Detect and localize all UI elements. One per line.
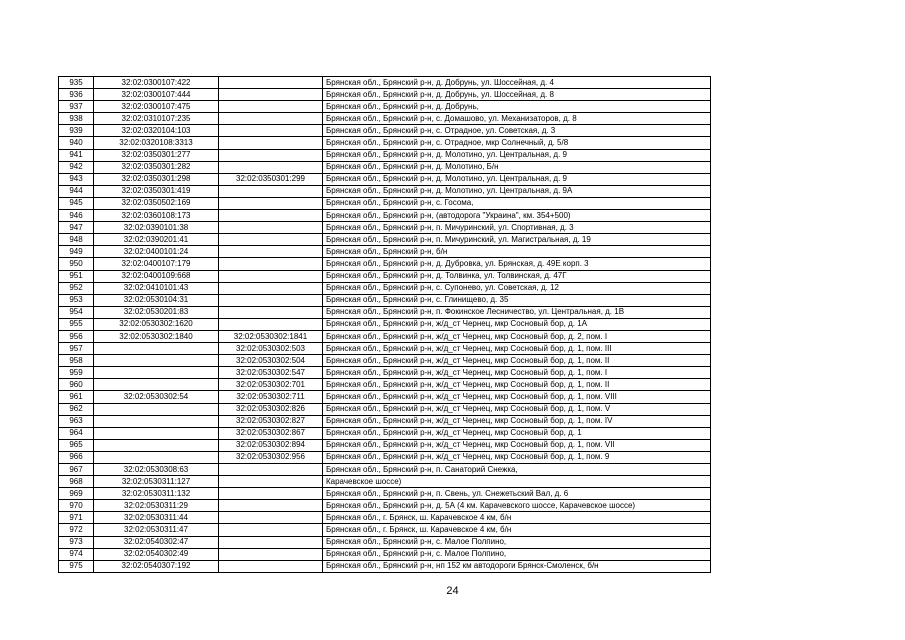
row-number-cell: 954 <box>59 306 94 318</box>
table-row <box>59 536 711 548</box>
address-cell: Брянская обл., Брянский р-н, д. Молотино, ул. Центральная, д. 9 <box>323 173 711 185</box>
address-cell: Брянская обл., Брянский р-н, д. Добрунь, ул. Шоссейная, д. 4 <box>323 77 711 89</box>
row-number-cell: 969 <box>59 488 94 500</box>
cadastral-number-cell: 32:02:0350301:419 <box>94 185 219 197</box>
table-row <box>59 149 711 161</box>
table-row <box>59 246 711 258</box>
cadastral-number-cell: 32:02:0310107:235 <box>94 113 219 125</box>
address-cell: Брянская обл., Брянский р-н, д. Молотино, ул. Центральная, д. 9А <box>323 185 711 197</box>
address-cell: Брянская обл., Брянский р-н, ж/д_ст Чернец, мкр Сосновый бор, д. 1, пом. II <box>323 355 711 367</box>
table-row <box>59 294 711 306</box>
related-cadastral-number-cell <box>219 246 323 258</box>
related-cadastral-number-cell <box>219 464 323 476</box>
row-number-cell: 942 <box>59 161 94 173</box>
table-row <box>59 512 711 524</box>
related-cadastral-number-cell <box>219 101 323 113</box>
address-cell: Брянская обл., Брянский р-н, ж/д_ст Чернец, мкр Сосновый бор, д. 1 <box>323 427 711 439</box>
address-cell: Брянская обл., Брянский р-н, ж/д_ст Чернец, мкр Сосновый бор, д. 1, пом. V <box>323 403 711 415</box>
related-cadastral-number-cell: 32:02:0530302:504 <box>219 355 323 367</box>
related-cadastral-number-cell: 32:02:0530302:547 <box>219 367 323 379</box>
cadastral-number-cell: 32:02:0530311:47 <box>94 524 219 536</box>
table-row <box>59 476 711 488</box>
row-number-cell: 944 <box>59 185 94 197</box>
address-cell: Брянская обл., Брянский р-н, п. Мичуринский, ул. Спортивная, д. 3 <box>323 222 711 234</box>
cadastral-number-cell <box>94 367 219 379</box>
table-row <box>59 173 711 185</box>
cadastral-number-cell: 32:02:0300107:422 <box>94 77 219 89</box>
related-cadastral-number-cell <box>219 512 323 524</box>
row-number-cell: 940 <box>59 137 94 149</box>
address-cell: Брянская обл., Брянский р-н, с. Домашово, ул. Механизаторов, д. 8 <box>323 113 711 125</box>
related-cadastral-number-cell <box>219 185 323 197</box>
table-row <box>59 318 711 330</box>
row-number-cell: 970 <box>59 500 94 512</box>
cadastral-number-cell <box>94 451 219 463</box>
table-row <box>59 89 711 101</box>
address-cell: Брянская обл., Брянский р-н, ж/д_ст Чернец, мкр Сосновый бор, д. 1, пом. 9 <box>323 451 711 463</box>
related-cadastral-number-cell <box>219 113 323 125</box>
row-number-cell: 962 <box>59 403 94 415</box>
cadastral-number-cell <box>94 343 219 355</box>
cadastral-number-cell: 32:02:0530311:127 <box>94 476 219 488</box>
address-cell: Брянская обл., Брянский р-н, с. Отрадное, ул. Советская, д. 3 <box>323 125 711 137</box>
table-row <box>59 391 711 403</box>
address-cell: Брянская обл., Брянский р-н, д. Молотино, ул. Центральная, д. 9 <box>323 149 711 161</box>
table-row <box>59 451 711 463</box>
address-cell: Брянская обл., Брянский р-н, ж/д_ст Чернец, мкр Сосновый бор, д. 1А <box>323 318 711 330</box>
row-number-cell: 966 <box>59 451 94 463</box>
address-cell: Брянская обл., г. Брянск, ш. Карачевское 4 км, б/н <box>323 512 711 524</box>
table-row <box>59 125 711 137</box>
row-number-cell: 941 <box>59 149 94 161</box>
address-cell: Брянская обл., Брянский р-н, ж/д_ст Чернец, мкр Сосновый бор, д. 1, пом. II <box>323 379 711 391</box>
address-cell: Брянская обл., Брянский р-н, нп 152 км автодороги Брянск-Смоленск, б/н <box>323 560 711 572</box>
cadastral-number-cell: 32:02:0530201:83 <box>94 306 219 318</box>
table-row <box>59 113 711 125</box>
related-cadastral-number-cell <box>219 476 323 488</box>
row-number-cell: 973 <box>59 536 94 548</box>
cadastral-number-cell: 32:02:0320108:3313 <box>94 137 219 149</box>
related-cadastral-number-cell <box>219 500 323 512</box>
address-cell: Брянская обл., г. Брянск, ш. Карачевское 4 км, б/н <box>323 524 711 536</box>
row-number-cell: 955 <box>59 318 94 330</box>
row-number-cell: 963 <box>59 415 94 427</box>
address-cell: Брянская обл., Брянский р-н, ж/д_ст Чернец, мкр Сосновый бор, д. 1, пом. VII <box>323 439 711 451</box>
table-row <box>59 439 711 451</box>
cadastral-number-cell <box>94 403 219 415</box>
related-cadastral-number-cell: 32:02:0530302:1841 <box>219 330 323 342</box>
related-cadastral-number-cell <box>219 270 323 282</box>
related-cadastral-number-cell <box>219 77 323 89</box>
cadastral-number-cell: 32:02:0400107:179 <box>94 258 219 270</box>
table-row <box>59 210 711 222</box>
cadastral-number-cell: 32:02:0540307:192 <box>94 560 219 572</box>
related-cadastral-number-cell <box>219 137 323 149</box>
cadastral-number-cell <box>94 427 219 439</box>
related-cadastral-number-cell <box>219 548 323 560</box>
address-cell: Брянская обл., Брянский р-н, (автодорога "Украина", км. 354+500) <box>323 210 711 222</box>
address-cell: Брянская обл., Брянский р-н, б/н <box>323 246 711 258</box>
row-number-cell: 951 <box>59 270 94 282</box>
related-cadastral-number-cell <box>219 210 323 222</box>
cadastral-number-cell <box>94 415 219 427</box>
row-number-cell: 945 <box>59 197 94 209</box>
table-row <box>59 464 711 476</box>
address-cell: Брянская обл., Брянский р-н, ж/д_ст Чернец, мкр Сосновый бор, д. 2, пом. I <box>323 330 711 342</box>
related-cadastral-number-cell <box>219 294 323 306</box>
row-number-cell: 952 <box>59 282 94 294</box>
registry-table-body <box>59 77 711 573</box>
cadastral-number-cell: 32:02:0540302:49 <box>94 548 219 560</box>
related-cadastral-number-cell <box>219 234 323 246</box>
address-cell: Брянская обл., Брянский р-н, с. Супонево, ул. Советская, д. 12 <box>323 282 711 294</box>
row-number-cell: 939 <box>59 125 94 137</box>
cadastral-number-cell: 32:02:0350301:277 <box>94 149 219 161</box>
row-number-cell: 936 <box>59 89 94 101</box>
row-number-cell: 972 <box>59 524 94 536</box>
table-row <box>59 222 711 234</box>
related-cadastral-number-cell: 32:02:0530302:826 <box>219 403 323 415</box>
related-cadastral-number-cell <box>219 536 323 548</box>
cadastral-number-cell: 32:02:0410101:43 <box>94 282 219 294</box>
row-number-cell: 947 <box>59 222 94 234</box>
related-cadastral-number-cell <box>219 488 323 500</box>
table-row <box>59 306 711 318</box>
cadastral-number-cell: 32:02:0530308:63 <box>94 464 219 476</box>
related-cadastral-number-cell <box>219 258 323 270</box>
address-cell: Брянская обл., Брянский р-н, с. Малое Полпино, <box>323 548 711 560</box>
table-row <box>59 282 711 294</box>
table-row <box>59 488 711 500</box>
row-number-cell: 937 <box>59 101 94 113</box>
table-row <box>59 185 711 197</box>
related-cadastral-number-cell <box>219 125 323 137</box>
row-number-cell: 950 <box>59 258 94 270</box>
row-number-cell: 953 <box>59 294 94 306</box>
registry-table <box>58 76 711 573</box>
table-row <box>59 234 711 246</box>
address-cell: Брянская обл., Брянский р-н, ж/д_ст Чернец, мкр Сосновый бор, д. 1, пом. VIII <box>323 391 711 403</box>
row-number-cell: 961 <box>59 391 94 403</box>
table-row <box>59 137 711 149</box>
cadastral-number-cell: 32:02:0350301:282 <box>94 161 219 173</box>
address-cell: Брянская обл., Брянский р-н, ж/д_ст Чернец, мкр Сосновый бор, д. 1, пом. I <box>323 367 711 379</box>
address-cell: Брянская обл., Брянский р-н, ж/д_ст Чернец, мкр Сосновый бор, д. 1, пом. III <box>323 343 711 355</box>
row-number-cell: 971 <box>59 512 94 524</box>
cadastral-number-cell <box>94 439 219 451</box>
related-cadastral-number-cell <box>219 560 323 572</box>
related-cadastral-number-cell: 32:02:0530302:701 <box>219 379 323 391</box>
cadastral-number-cell: 32:02:0530302:1620 <box>94 318 219 330</box>
cadastral-number-cell <box>94 355 219 367</box>
row-number-cell: 946 <box>59 210 94 222</box>
row-number-cell: 956 <box>59 330 94 342</box>
cadastral-number-cell: 32:02:0530311:44 <box>94 512 219 524</box>
row-number-cell: 943 <box>59 173 94 185</box>
related-cadastral-number-cell <box>219 161 323 173</box>
table-row <box>59 197 711 209</box>
cadastral-number-cell: 32:02:0530302:54 <box>94 391 219 403</box>
address-cell: Брянская обл., Брянский р-н, д. Добрунь, <box>323 101 711 113</box>
table-row <box>59 403 711 415</box>
cadastral-number-cell: 32:02:0390101:38 <box>94 222 219 234</box>
row-number-cell: 964 <box>59 427 94 439</box>
table-row <box>59 500 711 512</box>
row-number-cell: 965 <box>59 439 94 451</box>
cadastral-number-cell: 32:02:0300107:444 <box>94 89 219 101</box>
address-cell: Брянская обл., Брянский р-н, д. Добрунь, ул. Шоссейная, д. 8 <box>323 89 711 101</box>
address-cell: Брянская обл., Брянский р-н, д. 5А (4 км. Карачевского шоссе, Карачевское шоссе) <box>323 500 711 512</box>
address-cell: Брянская обл., Брянский р-н, с. Глинищево, д. 35 <box>323 294 711 306</box>
address-cell: Брянская обл., Брянский р-н, п. Мичуринский, ул. Магистральная, д. 19 <box>323 234 711 246</box>
address-cell: Брянская обл., Брянский р-н, д. Дубровка, ул. Брянская, д. 49Е корп. 3 <box>323 258 711 270</box>
related-cadastral-number-cell <box>219 222 323 234</box>
table-row <box>59 77 711 89</box>
row-number-cell: 938 <box>59 113 94 125</box>
cadastral-number-cell: 32:02:0530302:1840 <box>94 330 219 342</box>
address-cell: Брянская обл., Брянский р-н, д. Толвинка, ул. Толвинская, д. 47Г <box>323 270 711 282</box>
cadastral-number-cell: 32:02:0320104:103 <box>94 125 219 137</box>
cadastral-number-cell: 32:02:0300107:475 <box>94 101 219 113</box>
table-row <box>59 415 711 427</box>
table-row <box>59 355 711 367</box>
related-cadastral-number-cell: 32:02:0530302:956 <box>219 451 323 463</box>
table-row <box>59 330 711 342</box>
related-cadastral-number-cell: 32:02:0530302:894 <box>219 439 323 451</box>
related-cadastral-number-cell <box>219 306 323 318</box>
related-cadastral-number-cell <box>219 318 323 330</box>
address-cell: Брянская обл., Брянский р-н, п. Свень, ул. Снежетьский Вал, д. 6 <box>323 488 711 500</box>
row-number-cell: 960 <box>59 379 94 391</box>
row-number-cell: 974 <box>59 548 94 560</box>
related-cadastral-number-cell <box>219 197 323 209</box>
related-cadastral-number-cell <box>219 149 323 161</box>
related-cadastral-number-cell: 32:02:0530302:867 <box>219 427 323 439</box>
table-row <box>59 343 711 355</box>
table-row <box>59 161 711 173</box>
table-row <box>59 560 711 572</box>
table-row <box>59 379 711 391</box>
table-row <box>59 367 711 379</box>
row-number-cell: 968 <box>59 476 94 488</box>
row-number-cell: 949 <box>59 246 94 258</box>
address-cell: Брянская обл., Брянский р-н, с. Госома, <box>323 197 711 209</box>
related-cadastral-number-cell <box>219 89 323 101</box>
address-cell: Брянская обл., Брянский р-н, п. Фокинское Лесничество, ул. Центральная, д. 1В <box>323 306 711 318</box>
row-number-cell: 959 <box>59 367 94 379</box>
related-cadastral-number-cell: 32:02:0530302:827 <box>219 415 323 427</box>
table-row <box>59 548 711 560</box>
table-row <box>59 427 711 439</box>
cadastral-number-cell: 32:02:0350502:169 <box>94 197 219 209</box>
cadastral-number-cell <box>94 379 219 391</box>
row-number-cell: 975 <box>59 560 94 572</box>
related-cadastral-number-cell: 32:02:0530302:503 <box>219 343 323 355</box>
table-row <box>59 270 711 282</box>
cadastral-number-cell: 32:02:0530311:132 <box>94 488 219 500</box>
cadastral-number-cell: 32:02:0360108:173 <box>94 210 219 222</box>
row-number-cell: 957 <box>59 343 94 355</box>
address-cell: Брянская обл., Брянский р-н, с. Малое Полпино, <box>323 536 711 548</box>
related-cadastral-number-cell: 32:02:0530302:711 <box>219 391 323 403</box>
address-cell: Брянская обл., Брянский р-н, с. Отрадное, мкр Солнечный, д. 5/8 <box>323 137 711 149</box>
cadastral-number-cell: 32:02:0540302:47 <box>94 536 219 548</box>
cadastral-number-cell: 32:02:0390201:41 <box>94 234 219 246</box>
address-cell: Брянская обл., Брянский р-н, д. Молотино, Б/н <box>323 161 711 173</box>
related-cadastral-number-cell <box>219 524 323 536</box>
row-number-cell: 958 <box>59 355 94 367</box>
table-row <box>59 258 711 270</box>
row-number-cell: 948 <box>59 234 94 246</box>
cadastral-number-cell: 32:02:0530311:29 <box>94 500 219 512</box>
address-cell: Брянская обл., Брянский р-н, ж/д_ст Чернец, мкр Сосновый бор, д. 1, пом. IV <box>323 415 711 427</box>
related-cadastral-number-cell <box>219 282 323 294</box>
cadastral-number-cell: 32:02:0530104:31 <box>94 294 219 306</box>
cadastral-number-cell: 32:02:0400101:24 <box>94 246 219 258</box>
address-cell: Брянская обл., Брянский р-н, п. Санаторий Снежка, <box>323 464 711 476</box>
cadastral-number-cell: 32:02:0350301:298 <box>94 173 219 185</box>
table-row <box>59 524 711 536</box>
related-cadastral-number-cell: 32:02:0350301:299 <box>219 173 323 185</box>
row-number-cell: 967 <box>59 464 94 476</box>
address-cell: Карачевское шоссе) <box>323 476 711 488</box>
row-number-cell: 935 <box>59 77 94 89</box>
table-row <box>59 101 711 113</box>
page-number: 24 <box>446 585 459 597</box>
cadastral-number-cell: 32:02:0400109:668 <box>94 270 219 282</box>
